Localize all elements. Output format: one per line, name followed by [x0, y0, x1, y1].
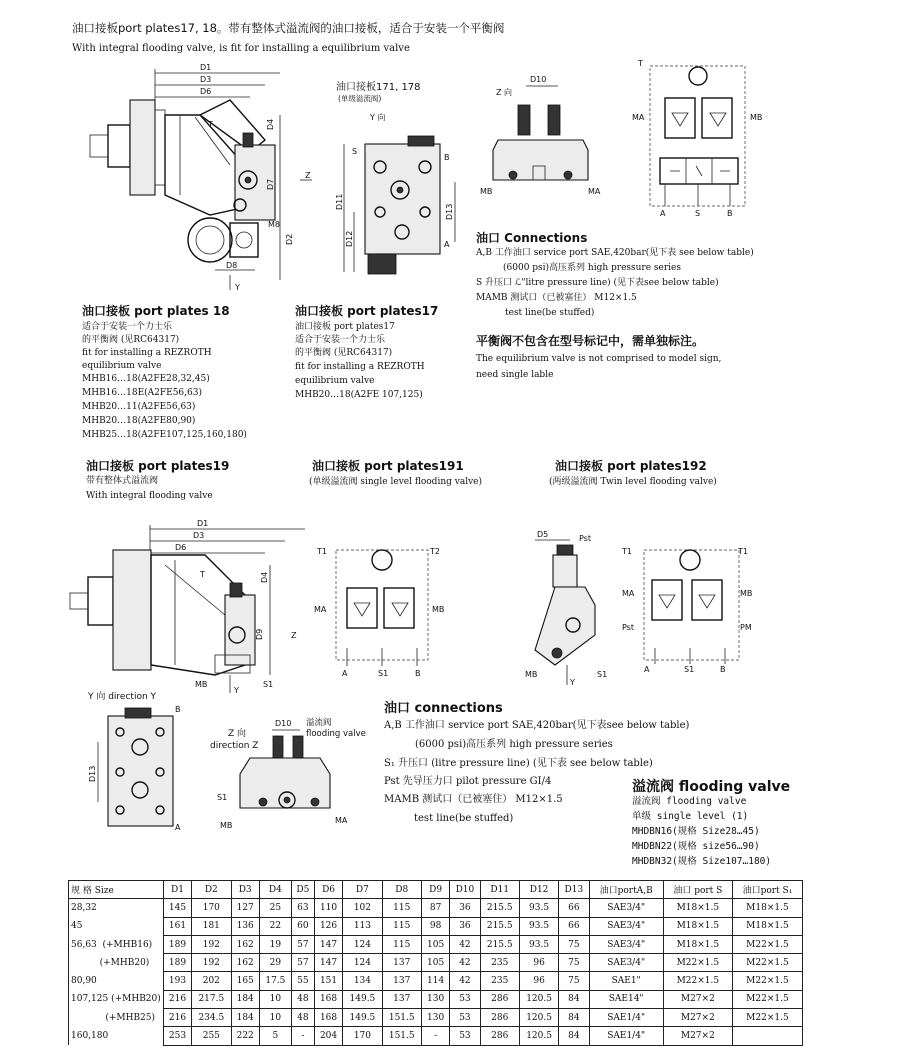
z-view-top — [478, 70, 618, 200]
col-port-s: 油口 port S — [663, 881, 732, 899]
table-cell: 126 — [314, 917, 342, 935]
z-direction-caption-en: direction Z — [210, 741, 259, 751]
table-cell: M22×1.5 — [732, 954, 802, 972]
equilibrium-note-cn: 平衡阀不包含在型号标记中，需单独标注。 — [476, 334, 705, 348]
label-t1-191: T1 — [317, 547, 327, 556]
label-t-sch: T — [638, 59, 643, 68]
table-cell: 149.5 — [343, 1009, 382, 1027]
label-y: Y — [235, 283, 240, 292]
table-cell: 286 — [480, 990, 519, 1008]
table-cell: 124 — [343, 935, 382, 953]
label-y-mid: Y — [234, 686, 239, 695]
table-cell: - — [421, 1027, 449, 1045]
col-d8: D8 — [382, 881, 421, 899]
dim-d12: D12 — [345, 230, 354, 247]
table-cell: 217.5 — [192, 990, 231, 1008]
dim-d8: D8 — [226, 261, 238, 270]
label-pst: Pst — [579, 534, 591, 543]
table-cell: 215.5 — [480, 899, 519, 917]
table-cell: 136 — [231, 917, 259, 935]
connections-top-line-2: (6000 psi)高压系列 high pressure series — [503, 263, 681, 273]
plate18-line-7: MHB20…11(A2FE56,63) — [82, 402, 196, 412]
table-cell: 130 — [421, 990, 449, 1008]
table-cell: 57 — [291, 935, 314, 953]
connections-top-title: 油口 Connections — [476, 231, 588, 245]
label-z: Z — [305, 171, 311, 180]
table-cell: 75 — [559, 954, 589, 972]
table-cell: SAE3/4" — [589, 917, 663, 935]
plate192-title: 油口接板 port plates192 — [555, 459, 707, 473]
table-cell: 22 — [259, 917, 291, 935]
label-ma-191: MA — [314, 605, 327, 614]
flooding-valve-line-1: 溢流阀 flooding valve — [632, 796, 747, 807]
label-ma-bottom: MA — [335, 816, 348, 825]
plate18-line-2: 的平衡阀 (见RC64317) — [82, 335, 180, 345]
col-d13: D13 — [559, 881, 589, 899]
label-s1-bottom: S1 — [217, 793, 228, 802]
dim-d3: D3 — [200, 75, 212, 84]
plate17-line-4: fit for installing a REZROTH — [295, 362, 425, 372]
table-cell: 127 — [231, 899, 259, 917]
plate191-line-1: (单级溢流阀 single level flooding valve) — [309, 477, 482, 487]
label-z-mid: Z — [291, 631, 297, 640]
col-d3: D3 — [231, 881, 259, 899]
table-cell: 5 — [259, 1027, 291, 1045]
plate18-line-5: MHB16…18(A2FE28,32,45) — [82, 374, 210, 384]
table-cell: 168 — [314, 990, 342, 1008]
table-cell: 48 — [291, 1009, 314, 1027]
label-s: S — [352, 147, 358, 156]
table-cell: 53 — [450, 990, 480, 1008]
table-cell: 124 — [343, 954, 382, 972]
connections-bottom-line-6: test line(be stuffed) — [414, 813, 514, 824]
table-cell: 25 — [259, 899, 291, 917]
y-view-drawing — [80, 702, 190, 834]
table-cell: 151.5 — [382, 1027, 421, 1045]
dim-d4: D4 — [266, 118, 275, 130]
table-cell: 120.5 — [519, 990, 558, 1008]
table-cell: 215.5 — [480, 917, 519, 935]
table-cell: 114 — [421, 972, 449, 990]
label-a-191: A — [342, 669, 348, 678]
label-s1-191: S1 — [378, 669, 389, 678]
flooding-valve-line-3: MHDBN16(规格 Size28…45) — [632, 826, 760, 837]
table-cell-size: (+MHB20) — [69, 954, 164, 972]
label-t: T — [208, 120, 213, 129]
dim-d13-yview: D13 — [88, 765, 97, 782]
valve-drawing-plate192 — [515, 525, 615, 690]
dim-d7: D7 — [266, 178, 275, 190]
table-cell: 215.5 — [480, 935, 519, 953]
table-cell: 120.5 — [519, 1009, 558, 1027]
table-cell: 98 — [421, 917, 449, 935]
table-header-row — [69, 881, 803, 899]
table-cell: M27×2 — [663, 1009, 732, 1027]
label-a: A — [444, 240, 450, 249]
table-cell: SAE3/4" — [589, 899, 663, 917]
col-d4: D4 — [259, 881, 291, 899]
connections-top-line-5: test line(be stuffed) — [505, 308, 595, 318]
dim-d4-mid: D4 — [260, 571, 269, 583]
label-a-sch: A — [660, 209, 666, 218]
table-cell: 53 — [450, 1027, 480, 1045]
plate17-line-6: MHB20…18(A2FE 107,125) — [295, 390, 423, 400]
label-z-dir: Z 向 — [496, 88, 513, 97]
flooding-valve-label-cn: 溢流阀 — [306, 718, 332, 728]
connections-bottom-line-5: MAMB 测试口（已被塞住） M12×1.5 — [384, 794, 563, 805]
table-cell: 161 — [163, 917, 191, 935]
plate17-line-1: 油口接板 port plates17 — [295, 322, 395, 332]
label-ma-top: MA — [588, 187, 601, 196]
dim-d3-mid: D3 — [193, 531, 205, 540]
label-b: B — [444, 153, 450, 162]
table-cell: M18×1.5 — [732, 899, 802, 917]
table-cell: 102 — [343, 899, 382, 917]
table-cell: 115 — [382, 935, 421, 953]
table-cell: 202 — [192, 972, 231, 990]
label-mb-191: MB — [432, 605, 445, 614]
label-b-sch: B — [727, 209, 733, 218]
schematic-plate192 — [620, 538, 770, 683]
table-cell: 255 — [192, 1027, 231, 1045]
table-cell: 63 — [291, 899, 314, 917]
table-cell: 235 — [480, 954, 519, 972]
col-d5: D5 — [291, 881, 314, 899]
dim-d10: D10 — [530, 75, 547, 84]
col-port-ab: 油口portA,B — [589, 881, 663, 899]
dim-d11: D11 — [335, 193, 344, 210]
label-b-192: B — [720, 665, 726, 674]
table-cell: 84 — [559, 990, 589, 1008]
y-direction-caption: Y 向 direction Y — [88, 692, 157, 702]
table-cell: 145 — [163, 899, 191, 917]
table-cell: 189 — [163, 935, 191, 953]
table-cell: 137 — [382, 954, 421, 972]
label-t1b-192: T1 — [738, 547, 748, 556]
table-cell: 105 — [421, 935, 449, 953]
table-cell: 286 — [480, 1009, 519, 1027]
table-cell: SAE14" — [589, 990, 663, 1008]
table-cell-size: 160,180 — [69, 1027, 164, 1045]
plate17-drawing — [330, 112, 470, 282]
col-d2: D2 — [192, 881, 231, 899]
dim-d1-mid: D1 — [197, 519, 209, 528]
table-cell: 181 — [192, 917, 231, 935]
connections-top-line-3: S 升压口 ℒ"litre pressure line) (见下表see below table) — [476, 278, 719, 288]
table-cell: 75 — [559, 935, 589, 953]
table-cell: 105 — [421, 954, 449, 972]
table-cell: M18×1.5 — [663, 935, 732, 953]
label-s1-192: S1 — [597, 670, 608, 679]
col-d11: D11 — [480, 881, 519, 899]
table-cell: 17.5 — [259, 972, 291, 990]
plate171-caption-sub: (单级溢流阀) — [338, 94, 382, 103]
flooding-valve-line-4: MHDBN22(规格 size56…90) — [632, 841, 760, 852]
schematic-plate191 — [312, 538, 452, 683]
plate192-line-1: (两级溢流阀 Twin level flooding valve) — [549, 477, 717, 487]
table-row — [69, 990, 803, 1008]
table-cell: 189 — [163, 954, 191, 972]
label-s1-192s: S1 — [684, 665, 695, 674]
table-cell: SAE1/4" — [589, 1009, 663, 1027]
table-cell-size: 45 — [69, 917, 164, 935]
table-cell: M27×2 — [663, 1027, 732, 1045]
table-cell: 130 — [421, 1009, 449, 1027]
label-a-yview: A — [175, 823, 181, 832]
table-cell: 253 — [163, 1027, 191, 1045]
dim-d9-mid: D9 — [255, 628, 264, 640]
table-cell: 204 — [314, 1027, 342, 1045]
motor-drawing-plate18 — [80, 55, 294, 295]
table-cell: 87 — [421, 899, 449, 917]
table-cell: M22×1.5 — [732, 972, 802, 990]
connections-bottom-line-4: Pst 先导压力口 pilot pressure GI/4 — [384, 776, 552, 787]
plate17-line-5: equilibrium valve — [295, 376, 375, 386]
table-cell-size: (+MHB25) — [69, 1009, 164, 1027]
label-b-191: B — [415, 669, 421, 678]
table-cell: 216 — [163, 990, 191, 1008]
plate19-title: 油口接板 port plates19 — [86, 459, 230, 473]
table-cell: 134 — [343, 972, 382, 990]
flooding-valve-line-2: 单级 single level (1) — [632, 811, 749, 822]
col-port-s1: 油口port S₁ — [732, 881, 802, 899]
plate17-line-2: 适合于安装一个力士乐 — [295, 335, 386, 345]
table-cell: 115 — [382, 917, 421, 935]
plate18-line-8: MHB20…18(A2FE80,90) — [82, 416, 196, 426]
table-cell: 184 — [231, 1009, 259, 1027]
table-cell: 55 — [291, 972, 314, 990]
plate18-title: 油口接板 port plates 18 — [82, 304, 230, 318]
connections-bottom-line-2: (6000 psi)高压系列 high pressure series — [415, 739, 613, 750]
table-cell: 170 — [343, 1027, 382, 1045]
table-cell: 36 — [450, 917, 480, 935]
table-cell-size: 56,63 (+MHB16) — [69, 935, 164, 953]
table-cell: 36 — [450, 899, 480, 917]
table-row — [69, 972, 803, 990]
page-title: 油口接板port plates17, 18。带有整体式溢流阀的油口接板，适合于安装一个平衡阀 — [72, 21, 505, 35]
table-cell: 147 — [314, 954, 342, 972]
page-subtitle: With integral flooding valve, is fit for installing a equilibrium valve — [72, 43, 410, 54]
label-pst-192: Pst — [622, 623, 634, 632]
table-cell: M22×1.5 — [732, 1009, 802, 1027]
table-cell: M22×1.5 — [663, 954, 732, 972]
table-cell: 286 — [480, 1027, 519, 1045]
motor-drawing-plate19 — [65, 515, 315, 700]
col-d10: D10 — [450, 881, 480, 899]
label-a-192: A — [644, 665, 650, 674]
label-y-192: Y — [570, 678, 575, 687]
label-b-yview: B — [175, 705, 181, 714]
table-cell: 66 — [559, 899, 589, 917]
table-cell: 115 — [382, 899, 421, 917]
table-cell: 137 — [382, 972, 421, 990]
table-cell: 147 — [314, 935, 342, 953]
table-cell: SAE3/4" — [589, 954, 663, 972]
label-mb-sch: MB — [750, 113, 763, 122]
plate18-line-3: fit for installing a REZROTH — [82, 348, 212, 358]
table-cell: 151.5 — [382, 1009, 421, 1027]
plate19-line-1: 带有整体式溢流阀 — [86, 476, 159, 486]
table-cell: 29 — [259, 954, 291, 972]
table-cell: 42 — [450, 935, 480, 953]
table-row — [69, 954, 803, 972]
table-cell: 162 — [231, 935, 259, 953]
table-cell: 42 — [450, 954, 480, 972]
table-cell: M18×1.5 — [663, 917, 732, 935]
plate17-line-3: 的平衡阀 (见RC64317) — [295, 348, 393, 358]
plate18-line-1: 适合于安装一个力士乐 — [82, 322, 173, 332]
connections-top-line-1: A,B 工作油口 service port SAE,420bar(见下表 see below table) — [476, 248, 754, 258]
table-cell: M18×1.5 — [663, 899, 732, 917]
label-m8: M8 — [268, 220, 280, 229]
schematic-plate17 — [630, 58, 770, 218]
table-cell: 10 — [259, 990, 291, 1008]
table-cell: 192 — [192, 954, 231, 972]
table-row — [69, 917, 803, 935]
col-size: 规 格 Size — [69, 881, 164, 899]
table-cell: 222 — [231, 1027, 259, 1045]
table-cell-size: 107,125 (+MHB20) — [69, 990, 164, 1008]
table-cell: - — [291, 1027, 314, 1045]
table-cell: M22×1.5 — [732, 935, 802, 953]
flooding-valve-title: 溢流阀 flooding valve — [632, 779, 791, 795]
table-cell: 93.5 — [519, 935, 558, 953]
flooding-valve-line-5: MHDBN32(规格 Size107…180) — [632, 856, 772, 867]
label-y-dir: Y 向 — [370, 113, 386, 122]
table-cell: 10 — [259, 1009, 291, 1027]
table-cell: 193 — [163, 972, 191, 990]
table-cell: 93.5 — [519, 917, 558, 935]
table-cell: 84 — [559, 1027, 589, 1045]
table-cell: 110 — [314, 899, 342, 917]
plate18-line-6: MHB16…18E(A2FE56,63) — [82, 388, 202, 398]
table-cell: 42 — [450, 972, 480, 990]
table-cell-size: 80,90 — [69, 972, 164, 990]
table-cell: 113 — [343, 917, 382, 935]
dim-d6: D6 — [200, 87, 212, 96]
label-mb-192: MB — [525, 670, 538, 679]
table-cell: SAE1" — [589, 972, 663, 990]
col-d7: D7 — [343, 881, 382, 899]
table-cell: 93.5 — [519, 899, 558, 917]
z-direction-caption: Z 向 — [228, 729, 247, 739]
table-cell: 57 — [291, 954, 314, 972]
flooding-valve-label-en: flooding valve — [306, 729, 366, 739]
label-mb-192s: MB — [740, 589, 753, 598]
connections-top-line-4: MAMB 测试口（已被塞住） M12×1.5 — [476, 293, 637, 303]
col-d12: D12 — [519, 881, 558, 899]
connections-bottom-line-3: S₁ 升压口 (litre pressure line) (见下表 see below table) — [384, 758, 653, 769]
dim-d1: D1 — [200, 63, 212, 72]
table-cell: 66 — [559, 917, 589, 935]
table-cell: M22×1.5 — [663, 972, 732, 990]
table-cell: 96 — [519, 972, 558, 990]
label-t-mid: T — [200, 570, 205, 579]
dim-d2: D2 — [285, 233, 294, 245]
table-cell: 165 — [231, 972, 259, 990]
label-mb-top: MB — [480, 187, 493, 196]
dim-d13: D13 — [445, 203, 454, 220]
table-cell: 170 — [192, 899, 231, 917]
table-cell: 120.5 — [519, 1027, 558, 1045]
table-cell: 84 — [559, 1009, 589, 1027]
plate191-title: 油口接板 port plates191 — [312, 459, 464, 473]
table-row — [69, 1009, 803, 1027]
connections-bottom-line-1: A,B 工作油口 service port SAE,420bar(见下表see below table) — [384, 720, 690, 731]
table-cell: SAE1/4" — [589, 1027, 663, 1045]
plate17-title: 油口接板 port plates17 — [295, 304, 439, 318]
table-cell: 75 — [559, 972, 589, 990]
dimension-table — [68, 880, 803, 1046]
col-d1: D1 — [163, 881, 191, 899]
equilibrium-note-en-2: need single lable — [476, 370, 554, 380]
label-t2-191: T2 — [430, 547, 440, 556]
table-cell: 151 — [314, 972, 342, 990]
col-d6: D6 — [314, 881, 342, 899]
label-ma-sch: MA — [632, 113, 645, 122]
table-row — [69, 935, 803, 953]
table-cell: M27×2 — [663, 990, 732, 1008]
table-cell: 192 — [192, 935, 231, 953]
z-view-bottom — [215, 716, 348, 834]
plate18-line-4: equilibrium valve — [82, 361, 162, 371]
plate18-line-9: MHB25…18(A2FE107,125,160,180) — [82, 430, 247, 440]
table-cell: M18×1.5 — [732, 917, 802, 935]
table-cell: 184 — [231, 990, 259, 1008]
table-cell: 162 — [231, 954, 259, 972]
table-cell: 168 — [314, 1009, 342, 1027]
table-cell: 19 — [259, 935, 291, 953]
table-cell: 53 — [450, 1009, 480, 1027]
label-s1-mid: S1 — [263, 680, 274, 689]
connections-bottom-title: 油口 connections — [384, 701, 503, 716]
table-cell: 137 — [382, 990, 421, 1008]
table-cell: 216 — [163, 1009, 191, 1027]
table-cell: 60 — [291, 917, 314, 935]
table-cell: 96 — [519, 954, 558, 972]
table-row — [69, 899, 803, 917]
col-d9: D9 — [421, 881, 449, 899]
label-mb-mid: MB — [195, 680, 208, 689]
table-cell: 48 — [291, 990, 314, 1008]
dim-d10-bottom: D10 — [275, 719, 292, 728]
label-mb-bottom: MB — [220, 821, 233, 830]
table-cell: M22×1.5 — [732, 990, 802, 1008]
table-cell-size: 28,32 — [69, 899, 164, 917]
label-t1a-192: T1 — [622, 547, 632, 556]
equilibrium-note-en-1: The equilibrium valve is not comprised to model sign, — [476, 354, 722, 364]
plate171-caption: 油口接板171, 178 — [336, 82, 421, 93]
table-cell: 234.5 — [192, 1009, 231, 1027]
table-cell: 235 — [480, 972, 519, 990]
z-arrow — [300, 170, 320, 190]
table-row — [69, 1027, 803, 1045]
dim-d6-mid: D6 — [175, 543, 187, 552]
plate19-line-2: With integral flooding valve — [86, 491, 213, 501]
table-cell: SAE3/4" — [589, 935, 663, 953]
label-pm-192: PM — [740, 623, 752, 632]
table-cell: 149.5 — [343, 990, 382, 1008]
label-ma-192: MA — [622, 589, 635, 598]
dim-d5: D5 — [537, 530, 549, 539]
label-s-sch: S — [695, 209, 701, 218]
table-cell — [732, 1027, 802, 1045]
